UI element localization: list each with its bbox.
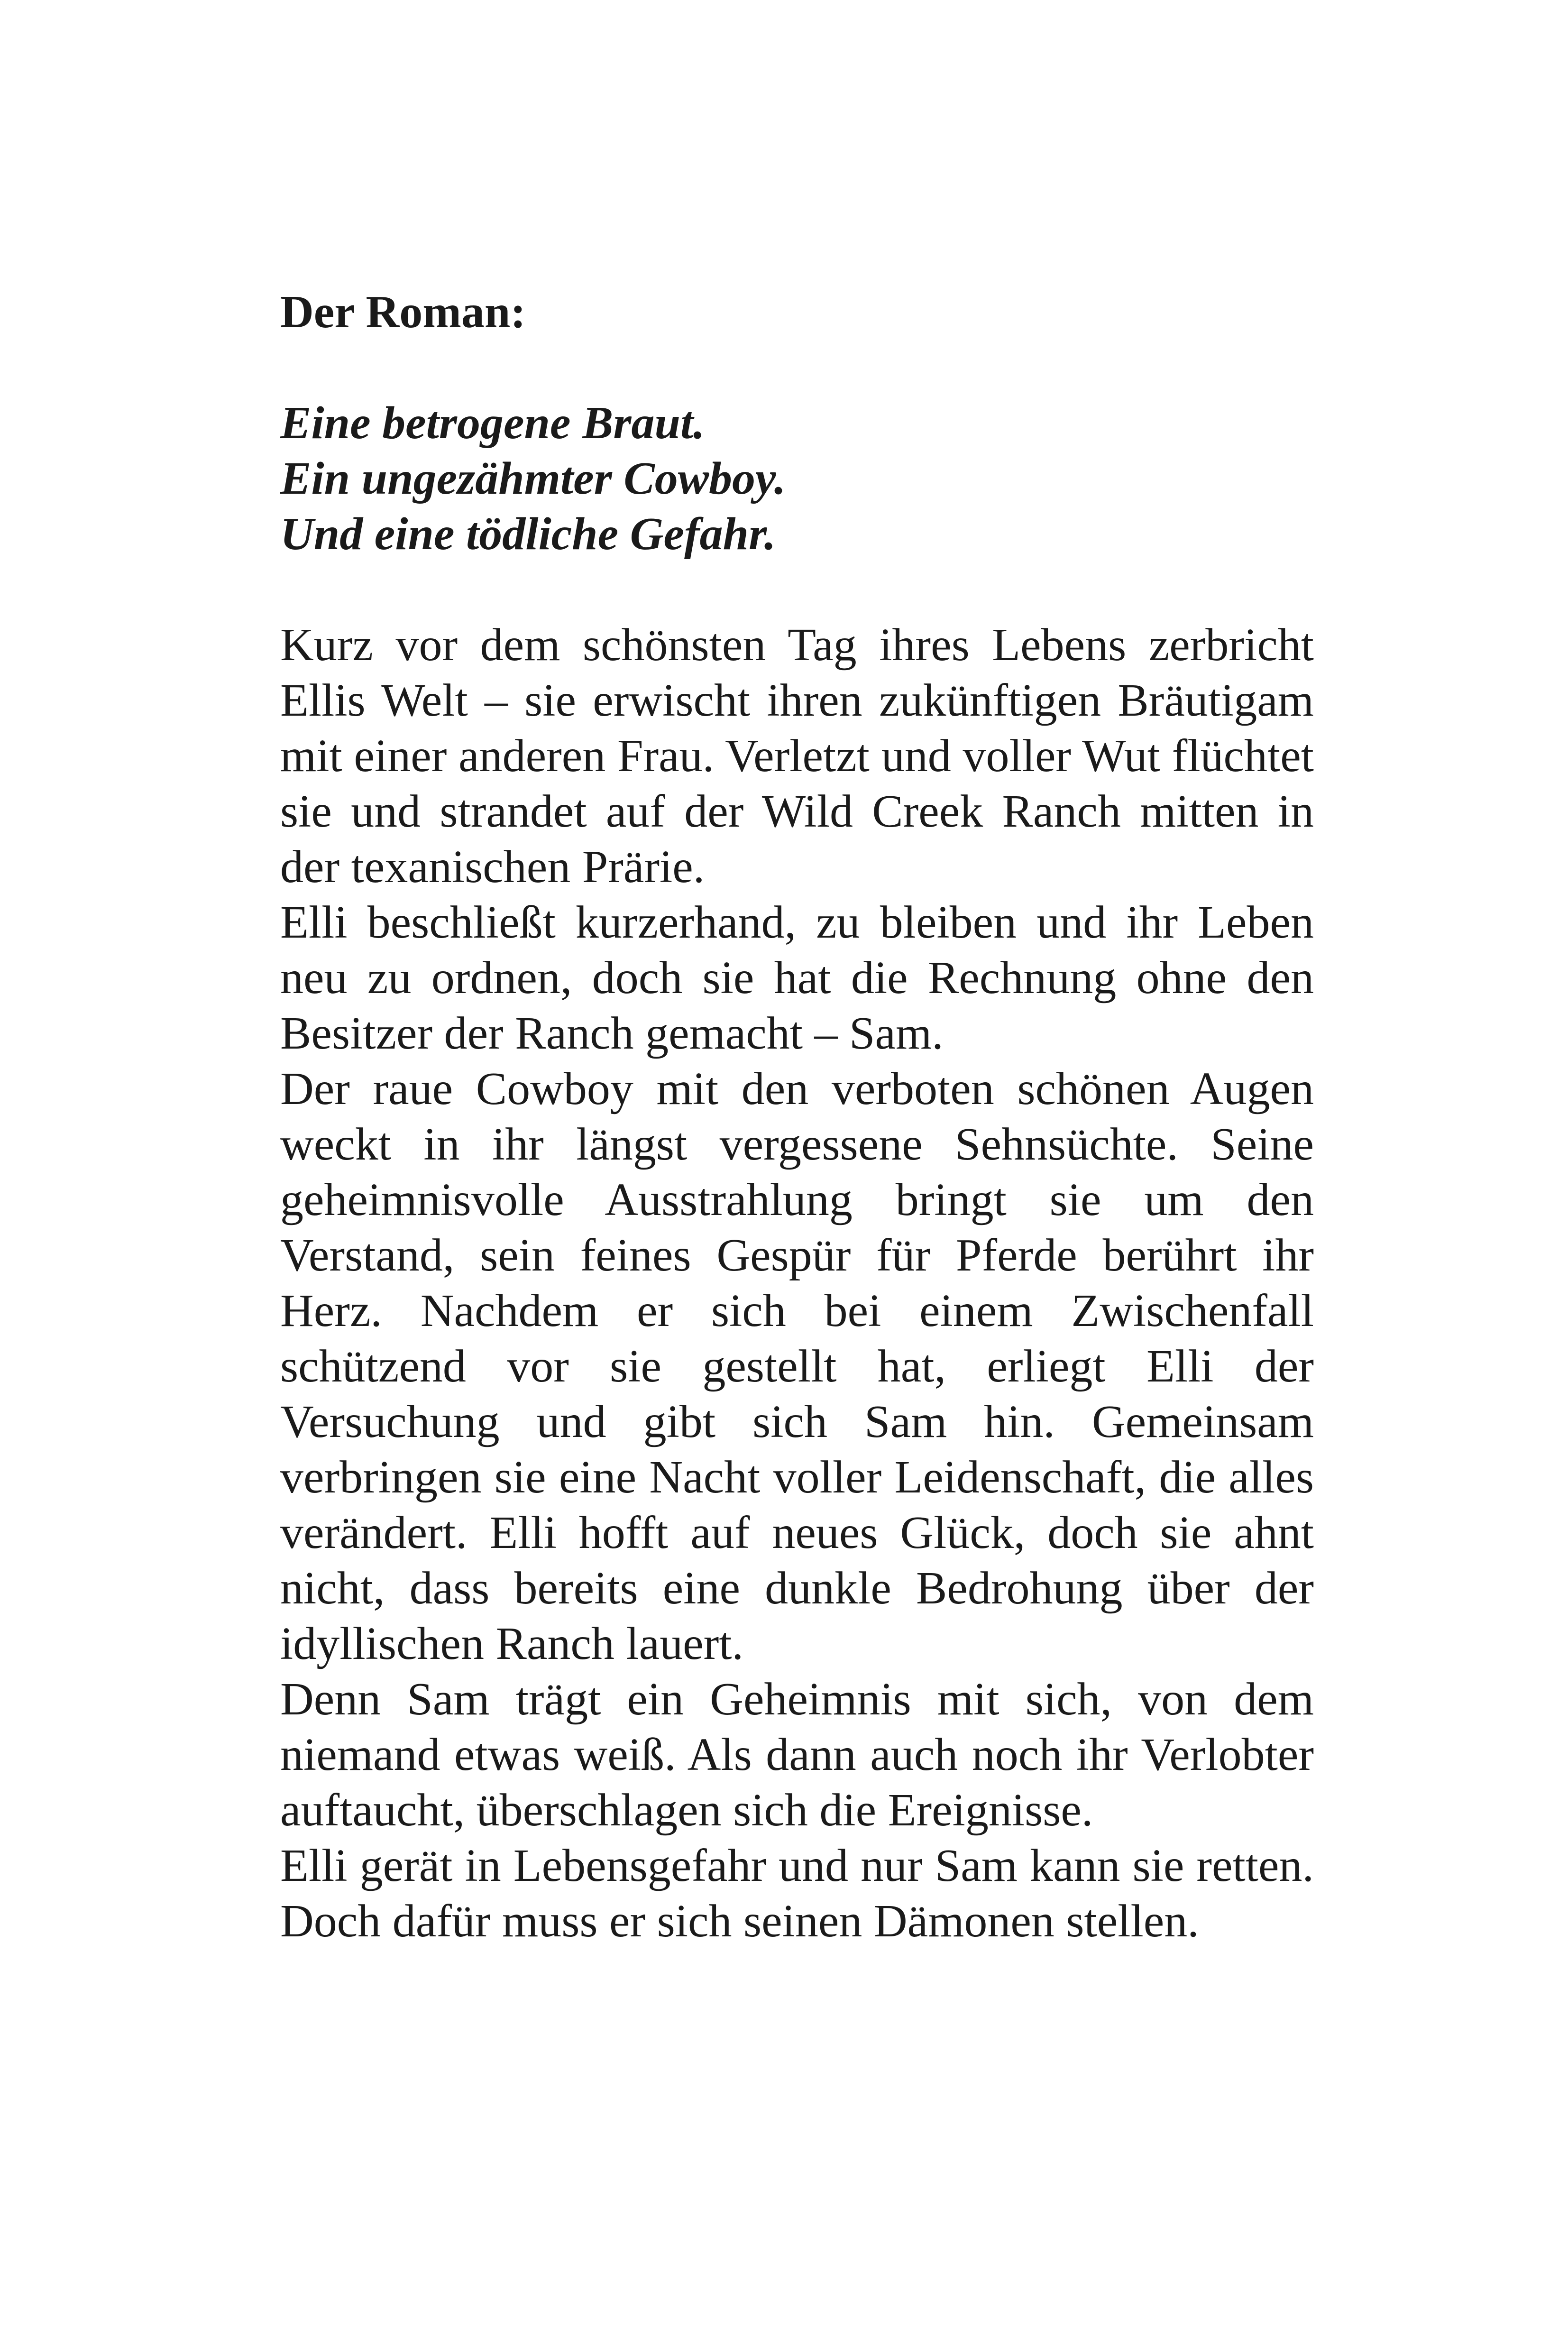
blurb-paragraph: Elli beschließt kurzerhand, zu bleiben und ihr Leben neu zu ordnen, doch sie hat die Rechnung ohne den Besitzer der Ranch gemacht – Sam. [280, 897, 1314, 1059]
blurb-paragraph: Der raue Cowboy mit den verboten schönen Augen weckt in ihr längst vergessene Sehnsüchte. Seine geheimnisvolle Ausstrahlung bringt sie um den Verstand, sein feines Gespür für Pferde berührt ihr Herz. Nachdem er sich bei einem Zwischenfall schützend vor sie gestellt hat, erliegt Elli der Versuchung und gibt sich Sam hin. Gemeinsam verbringen sie eine Nacht voller Leidenschaft, die alles verändert. Elli hofft auf neues Glück, doch sie ahnt nicht, dass bereits eine dunkle Bedrohung über der idyllischen Ranch lauert. [280, 1063, 1314, 1669]
tagline-block [280, 396, 1314, 562]
section-heading: Der Roman: [280, 286, 526, 338]
blurb-paragraph: Denn Sam trägt ein Geheimnis mit sich, von dem niemand etwas weiß. Als dann auch noch ihr Verlobter auftaucht, überschlagen sich die Ereignisse. [280, 1674, 1314, 1836]
tagline-line: Ein ungezähmter Cowboy. [280, 453, 786, 504]
blurb-text [280, 617, 1314, 1949]
blurb-paragraph: Kurz vor dem schönsten Tag ihres Lebens zerbricht Ellis Welt – sie erwischt ihren zukünftigen Bräutigam mit einer anderen Frau. Verletzt und voller Wut flüchtet sie und strandet auf der Wild Creek Ranch mitten in der texanischen Prärie. [280, 619, 1314, 893]
tagline-line: Und eine tödliche Gefahr. [280, 508, 776, 560]
tagline-line: Eine betrogene Braut. [280, 397, 705, 449]
blurb-paragraph: Elli gerät in Lebensgefahr und nur Sam kann sie retten. Doch dafür muss er sich seinen Dämonen stellen. [280, 1840, 1314, 1947]
text-column [280, 285, 1314, 1949]
